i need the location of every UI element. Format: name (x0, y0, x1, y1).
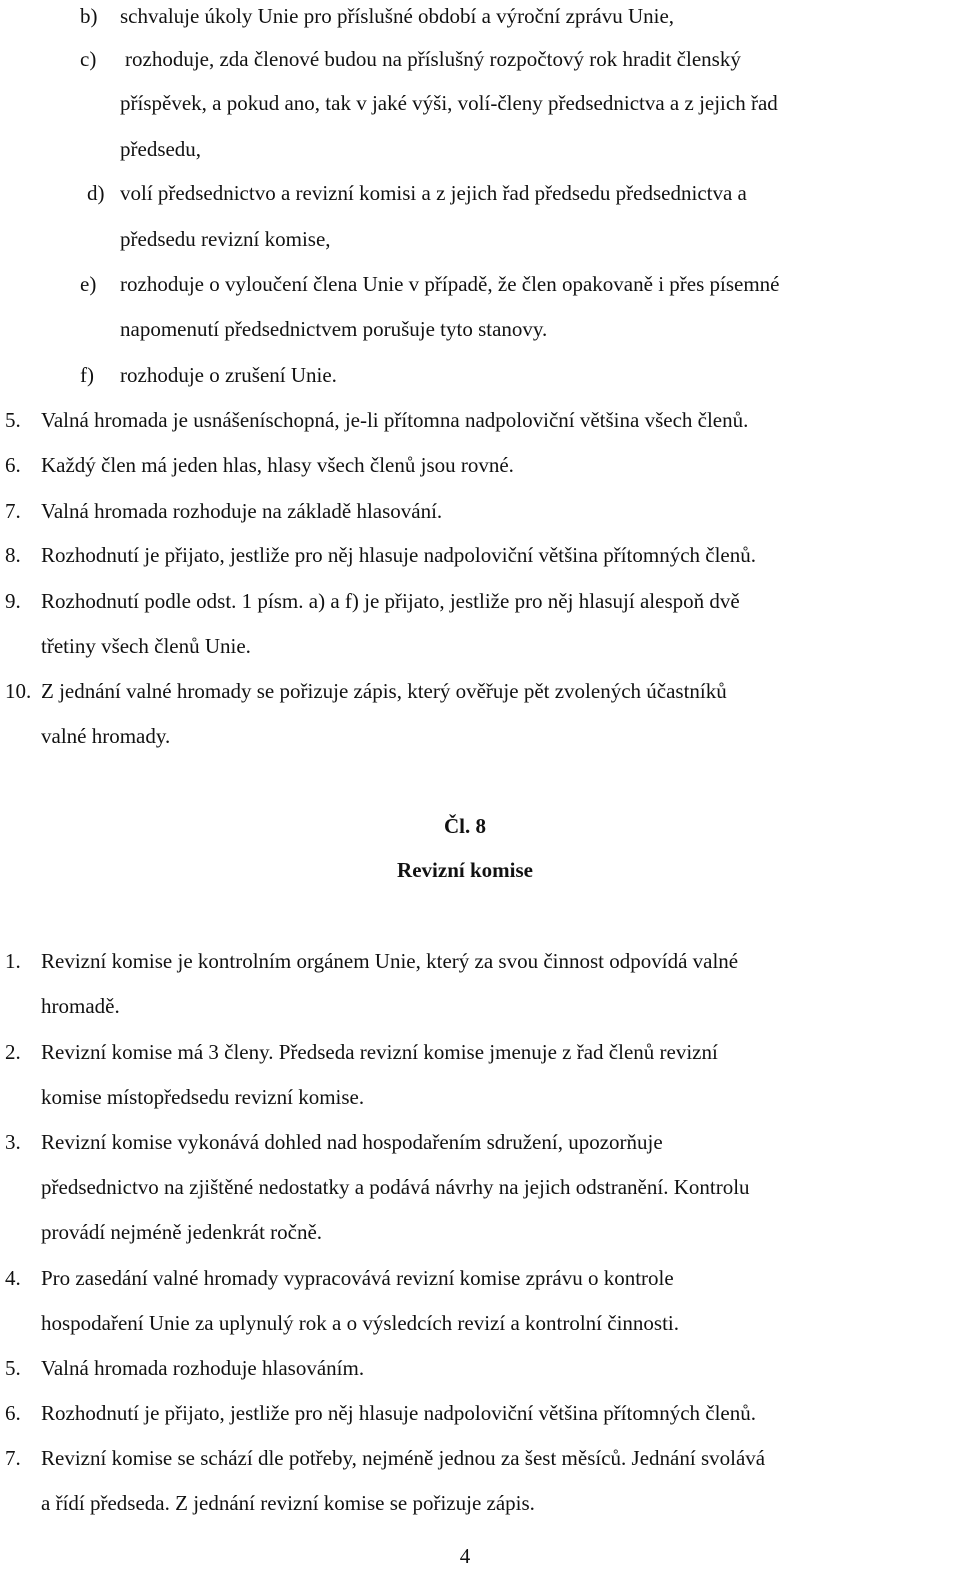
page-number: 4 (459, 1544, 471, 1568)
paragraph-line: Revizní komise vykonává dohled nad hospodařením sdružení, upozorňuje (41, 1130, 663, 1154)
paragraph-line: Valná hromada rozhoduje hlasováním. (41, 1356, 365, 1380)
paragraph-number: 7. (5, 1446, 21, 1470)
list-item-line: napomenutí předsednictvem porušuje tyto stanovy. (120, 317, 548, 341)
paragraph-line: hromadě. (41, 994, 120, 1018)
paragraph-number: 9. (5, 589, 21, 613)
paragraph-number: 4. (5, 1266, 21, 1290)
list-item-line: volí předsednictvo a revizní komisi a z jejich řad předsedu předsednictva a (120, 181, 747, 205)
paragraph-number: 10. (5, 679, 32, 703)
article-subtitle: Revizní komise (397, 858, 533, 882)
list-item-line: rozhoduje o zrušení Unie. (120, 363, 337, 387)
paragraph-line: Valná hromada je usnášeníschopná, je-li přítomna nadpoloviční většina všech členů. (41, 408, 749, 432)
paragraph-number: 3. (5, 1130, 21, 1154)
paragraph-line: Revizní komise má 3 členy. Předseda revizní komise jmenuje z řad členů revizní (41, 1040, 718, 1064)
list-item-line: předsedu, (120, 137, 202, 161)
paragraph-number: 6. (5, 1401, 21, 1425)
paragraph-line: Pro zasedání valné hromady vypracovává revizní komise zprávu o kontrole (41, 1266, 674, 1290)
list-label: d) (87, 181, 105, 205)
list-item-line: rozhoduje, zda členové budou na příslušný rozpočtový rok hradit členský (125, 47, 741, 71)
list-item-line: schvaluje úkoly Unie pro příslušné období a výroční zprávu Unie, (120, 4, 675, 28)
list-item-line: rozhoduje o vyloučení člena Unie v případě, že člen opakovaně i přes písemné (120, 272, 780, 296)
paragraph-line: třetiny všech členů Unie. (41, 634, 251, 658)
paragraph-line: Revizní komise je kontrolním orgánem Unie, který za svou činnost odpovídá valné (41, 949, 739, 973)
paragraph-number: 2. (5, 1040, 21, 1064)
list-label: c) (80, 47, 97, 71)
list-label: f) (80, 363, 94, 387)
paragraph-number: 5. (5, 1356, 21, 1380)
paragraph-line: Valná hromada rozhoduje na základě hlasování. (41, 499, 443, 523)
paragraph-line: Z jednání valné hromady se pořizuje zápis, který ověřuje pět zvolených účastníků (41, 679, 727, 703)
list-item-line: příspěvek, a pokud ano, tak v jaké výši, volí-členy předsednictva a z jejich řad (120, 91, 778, 115)
list-label: e) (80, 272, 97, 296)
paragraph-number: 7. (5, 499, 21, 523)
list-label: b) (80, 4, 98, 28)
paragraph-line: Revizní komise se schází dle potřeby, nejméně jednou za šest měsíců. Jednání svolává (41, 1446, 766, 1470)
paragraph-line: Každý člen má jeden hlas, hlasy všech členů jsou rovné. (41, 453, 514, 477)
paragraph-line: hospodaření Unie za uplynulý rok a o výsledcích revizí a kontrolní činnosti. (41, 1311, 680, 1335)
paragraph-line: Rozhodnutí je přijato, jestliže pro něj hlasuje nadpoloviční většina přítomných členů. (41, 543, 756, 567)
paragraph-number: 5. (5, 408, 21, 432)
list-item-line: předsedu revizní komise, (120, 227, 331, 251)
paragraph-number: 1. (5, 949, 21, 973)
paragraph-line: a řídí předseda. Z jednání revizní komise se pořizuje zápis. (41, 1491, 535, 1515)
paragraph-line: Rozhodnutí je přijato, jestliže pro něj hlasuje nadpoloviční většina přítomných členů. (41, 1401, 756, 1425)
paragraph-number: 6. (5, 453, 21, 477)
paragraph-line: komise místopředsedu revizní komise. (41, 1085, 365, 1109)
paragraph-line: valné hromady. (41, 724, 171, 748)
paragraph-number: 8. (5, 543, 21, 567)
paragraph-line: předsednictvo na zjištěné nedostatky a podává návrhy na jejich odstranění. Kontrolu (41, 1175, 750, 1199)
paragraph-line: provádí nejméně jedenkrát ročně. (41, 1220, 323, 1244)
article-title: Čl. 8 (444, 814, 486, 838)
paragraph-line: Rozhodnutí podle odst. 1 písm. a) a f) je přijato, jestliže pro něj hlasují alespoň dvě (41, 589, 740, 613)
